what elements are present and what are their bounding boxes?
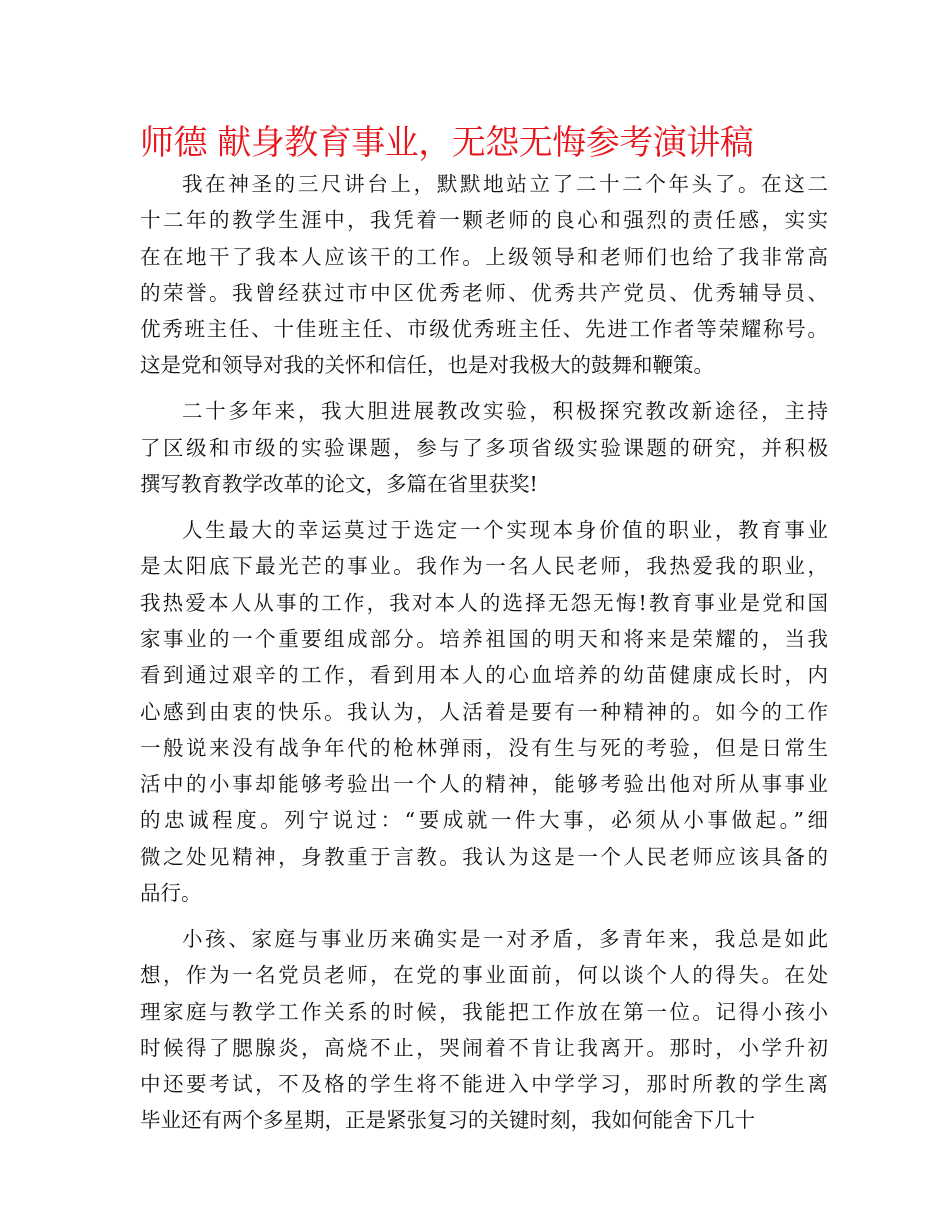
paragraph-line: 十二年的教学生涯中，我凭着一颗老师的良心和强烈的责任感，实实 [140, 208, 828, 233]
document-body [140, 166, 828, 1148]
paragraph [140, 393, 828, 502]
paragraph-line: 二十多年来，我大胆进展教改实验，积极探究教改新途径，主持 [182, 399, 828, 424]
paragraph-line: 微之处见精神，身教重于言教。我认为这是一个人民老师应该具备的 [140, 844, 828, 869]
paragraph-line: 小孩、家庭与事业历来确实是一对矛盾，多青年来，我总是如此 [182, 927, 828, 951]
paragraph [140, 921, 828, 1139]
paragraph-line: 我热爱本人从事的工作，我对本人的选择无怨无悔!教育事业是党和国 [140, 590, 828, 615]
paragraph [140, 166, 828, 384]
paragraph-line: 的荣誉。我曾经获过市中区优秀老师、优秀共产党员、优秀辅导员、 [140, 280, 828, 305]
paragraph-line: 家事业的一个重要组成部分。培养祖国的明天和将来是荣耀的，当我 [140, 626, 828, 651]
paragraph-line: 心感到由衷的快乐。我认为，人活着是要有一种精神的。如今的工作 [140, 699, 828, 724]
paragraph-line: 了区级和市级的实验课题，参与了多项省级实验课题的研究，并积极 [140, 435, 828, 460]
paragraph-line: 理家庭与教学工作关系的时候，我能把工作放在第一位。记得小孩小 [140, 999, 828, 1024]
paragraph-line: 我在神圣的三尺讲台上，默默地站立了二十二个年头了。在这二 [182, 172, 828, 196]
paragraph-line: 优秀班主任、十佳班主任、市级优秀班主任、先进工作者等荣耀称号。 [140, 317, 828, 342]
paragraph-line: 在在地干了我本人应该干的工作。上级领导和老师们也给了我非常高 [140, 244, 828, 269]
paragraph-line: 是太阳底下最光芒的事业。我作为一名人民老师，我热爱我的职业， [140, 554, 828, 579]
paragraph-line: 中还要考试，不及格的学生将不能进入中学学习，那时所教的学生离 [140, 1072, 828, 1097]
paragraph-line: 毕业还有两个多星期，正是紧张复习的关键时刻，我如何能舍下几十 [140, 1108, 755, 1133]
paragraph-line: 人生最大的幸运莫过于选定一个实现本身价值的职业，教育事业 [182, 518, 828, 543]
paragraph-line: 一般说来没有战争年代的枪林弹雨，没有生与死的考验，但是日常生 [140, 735, 828, 760]
paragraph-line: 这是党和领导对我的关怀和信任，也是对我极大的鼓舞和鞭策。 [140, 353, 714, 378]
paragraph-line: 想，作为一名党员老师，在党的事业面前，何以谈个人的得失。在处 [140, 963, 828, 988]
paragraph-line: 看到通过艰辛的工作，看到用本人的心血培养的幼苗健康成长时，内 [140, 663, 828, 688]
document-title: 师德 献身教育事业，无怨无悔参考演讲稿 [140, 123, 754, 163]
paragraph-line: 品行。 [140, 881, 202, 906]
paragraph-line: 活中的小事却能够考验出一个人的精神，能够考验出他对所从事事业 [140, 772, 828, 797]
paragraph [140, 512, 828, 911]
paragraph-line: 撰写教育教学改革的论文，多篇在省里获奖! [140, 472, 538, 497]
paragraph-line: 的忠诚程度。列宁说过：“要成就一件大事，必须从小事做起。”细 [140, 808, 828, 833]
paragraph-line: 时候得了腮腺炎，高烧不止，哭闹着不肯让我离开。那时，小学升初 [140, 1035, 828, 1060]
